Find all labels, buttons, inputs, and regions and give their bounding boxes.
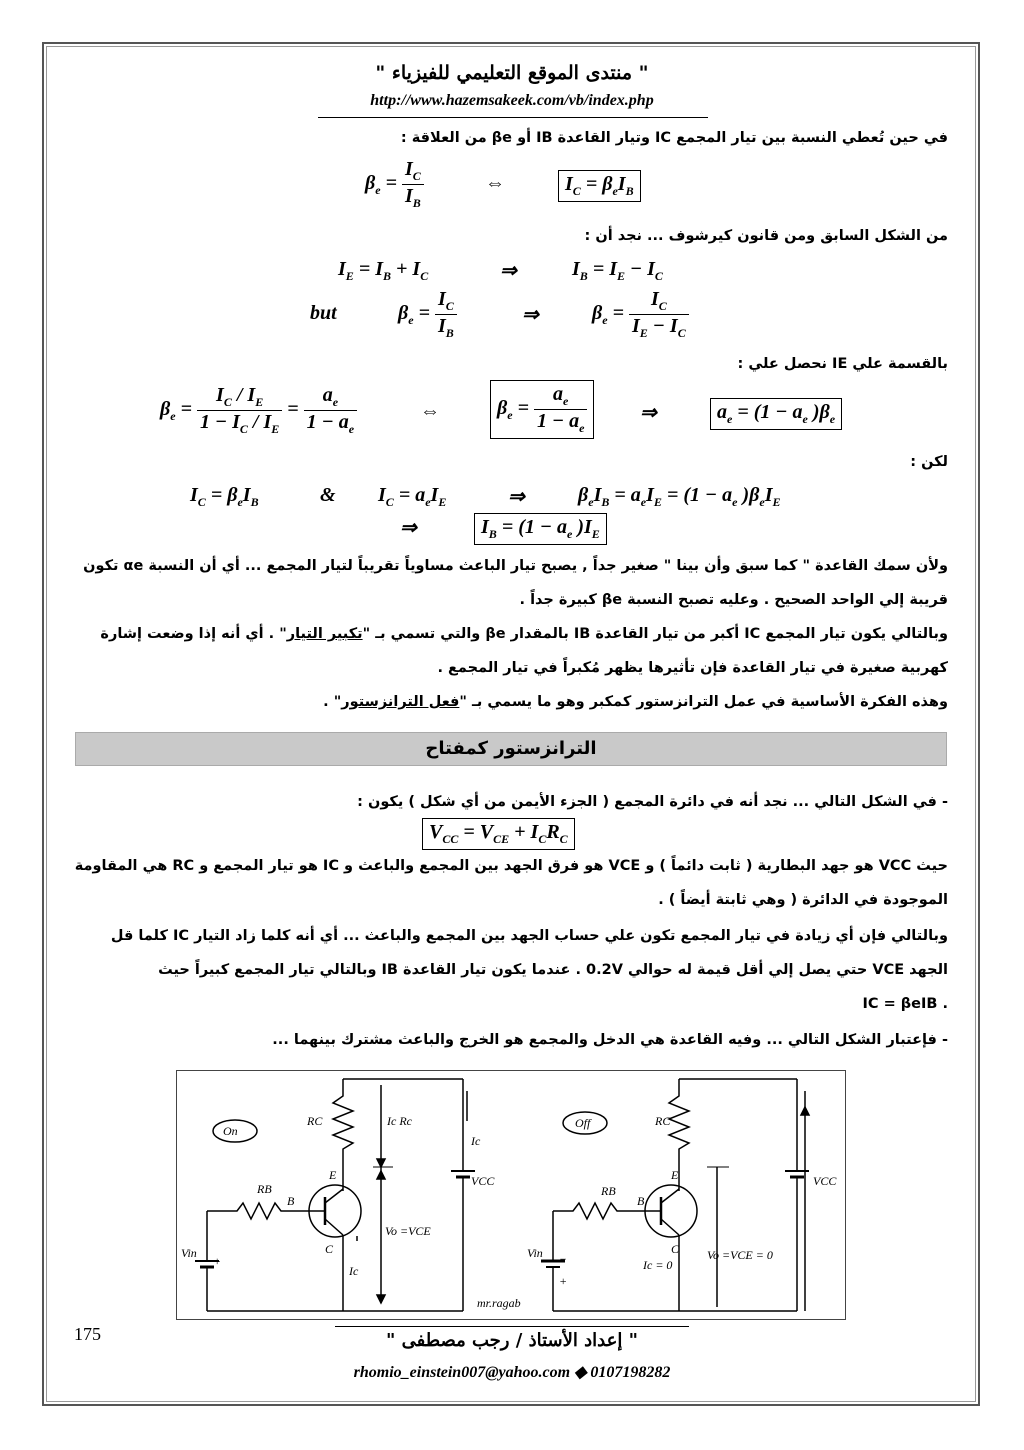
header-url[interactable]: http://www.hazemsakeek.com/vb/index.php: [370, 92, 654, 109]
header-title: " منتدى الموقع التعليمي للفيزياء ": [375, 62, 649, 84]
equation-beta-definition: $\beta_e$ = $\frac{I_C}{I_B}$: [365, 158, 424, 211]
icrc-label: Ic Rc: [387, 1114, 412, 1128]
paragraph-definitions: حيث VCC هو جهد البطارية ( ثابت دائماً ) و VCE هو فرق الجهد بين المجمع والباعث و IC هو تيار المجمع و RC هي المقاومة: [74, 858, 948, 874]
rb-resistor-off: [553, 1203, 633, 1219]
plus-label-off: +: [559, 1274, 568, 1288]
equation-ic-beta: $I_C = \beta_eI_B$: [190, 484, 259, 509]
b-label-on: B: [287, 1194, 295, 1208]
paragraph-saturation-eq: . IC = βeIB: [862, 996, 948, 1012]
paragraph-kirchhoff: من الشكل السابق ومن قانون كيرشوف ... نجد أن :: [584, 228, 948, 244]
circuit-diagram: [177, 1071, 845, 1319]
implies-symbol: ⇒: [500, 260, 517, 282]
header-divider: [318, 117, 708, 118]
footer-divider: [335, 1326, 689, 1327]
paragraph-base-thickness: ولأن سمك القاعدة " كما سبق وأن بينا " صغير جداً , يصبح تيار الباعث مساوياً تقريباً لتيار المجمع ... أي أن النسبة αe تكون: [83, 558, 948, 574]
paragraph-but: لكن :: [910, 454, 948, 470]
term-current-amplification: تكبير التيار: [286, 626, 363, 642]
b-label-off: B: [637, 1194, 645, 1208]
rb-label-on: RB: [257, 1182, 272, 1196]
credit-label: mr.ragab: [477, 1296, 521, 1310]
footer-contact: rhomio_einstein007@yahoo.com ◆ 0107198282: [353, 1364, 671, 1381]
equation-ic-alpha: $I_C = a_eI_E$: [378, 484, 447, 509]
implies-symbol: ⇒: [522, 304, 539, 326]
c-label-on: C: [325, 1242, 334, 1256]
rb-resistor-on: [207, 1203, 297, 1219]
vin-label-on: Vin: [181, 1246, 197, 1260]
implies-symbol: ⇒: [400, 517, 417, 539]
paragraph-saturation: الجهد VCE حتي يصل إلي أقل قيمة له حوالي 0.2V . عندما يكون تيار القاعدة IB وبالتالي تيار المجمع كبيراً حيث: [158, 962, 948, 978]
off-label: Off: [575, 1116, 591, 1130]
rb-label-off: RB: [601, 1184, 616, 1198]
ic-zero-label: Ic = 0: [643, 1258, 673, 1272]
ic-label-bottom: Ic: [349, 1264, 359, 1278]
equivalence-symbol: ⇔: [485, 172, 505, 194]
term-transistor-action: فعل الترانزستور: [341, 694, 460, 710]
equation-alpha-boxed: $a_e = (1 - a_e$ )$\beta_e$: [710, 398, 842, 430]
footer-author: " إعداد الأستاذ / رجب مصطفى ": [385, 1330, 639, 1351]
vo-label-on: Vo =VCE: [385, 1224, 431, 1238]
minus-label-off: −: [559, 1252, 568, 1266]
equation-vcc-boxed: $V_{CC} = V_{CE} + I_CR_C$: [422, 818, 575, 850]
plus-label-on: +: [213, 1254, 222, 1268]
paragraph-common-emitter: - فإعتبار الشكل التالي ... وفيه القاعدة هي الدخل والمجمع هو الخرج والباعث مشترك بينهما ...: [272, 1032, 948, 1048]
equation-beta-alpha: $\beta_e$ = $\frac{I_C / I_E}{1 - I_C / I_E}$ = $\frac{a_e}{1 - a_e}$: [160, 384, 357, 437]
vcc-label-on: VCC: [471, 1174, 495, 1188]
circuit-figure: [176, 1070, 846, 1320]
ampersand: &: [320, 484, 336, 506]
equation-ib: $I_B = I_E - I_C$: [572, 258, 663, 283]
equation-kirchhoff: $I_E = I_B + I_C$: [338, 258, 429, 283]
page-number: 175: [74, 1324, 101, 1344]
vcc-label-off: VCC: [813, 1174, 837, 1188]
equation-beta-alpha-boxed: $\beta_e$ = $\frac{a_e}{1 - a_e}$: [490, 380, 594, 439]
e-label-off: E: [671, 1168, 679, 1182]
equation-beta-ratio: $\beta_e$ = $\frac{I_C}{I_B}$: [398, 288, 457, 341]
equation-combined: $\beta_eI_B = a_eI_E = (1 - a_e$ )$\beta_eI_E$: [578, 484, 781, 509]
but-label: but: [310, 302, 337, 324]
c-label-off: C: [671, 1242, 680, 1256]
paragraph-voltage-drop: وبالتالي فإن أي زيادة في تيار المجمع تكون علي حساب الجهد بين المجمع والباعث ... أي أنه كلما زاد التيار IC كلما قل: [110, 928, 948, 944]
paragraph-divide: بالقسمة علي IE نحصل علي :: [737, 356, 948, 372]
equivalence-symbol: ⇔: [420, 400, 440, 422]
implies-symbol: ⇒: [508, 486, 525, 508]
paragraph-collector-circuit: - في الشكل التالي ... نجد أنه في دائرة المجمع ( الجزء الأيمن من أي شكل ) يكون :: [357, 794, 948, 810]
rc-label-on: RC: [307, 1114, 323, 1128]
equation-beta-substituted: $\beta_e$ = $\frac{I_C}{I_E - I_C}$: [592, 288, 689, 341]
paragraph-constant-resistance: الموجودة في الدائرة ( وهي ثابتة أيضاً ) .: [658, 892, 948, 908]
paragraph-amplified-signal: كهربية صغيرة في تيار القاعدة فإن تأثيرها يظهر مُكبراً في تيار المجمع .: [437, 660, 948, 676]
vin-label-off: Vin: [527, 1246, 543, 1260]
rc-label-off: RC: [655, 1114, 671, 1128]
implies-symbol: ⇒: [640, 402, 657, 424]
paragraph-current-gain: وبالتالي يكون تيار المجمع IC أكبر من تيار القاعدة IB بالمقدار βe والتي تسمي بـ "تكبير التيار" . أي أنه إذا وضعت إشارة: [100, 626, 948, 642]
on-label: On: [223, 1124, 238, 1138]
equation-ic-boxed: $I_C = \beta_eI_B$: [558, 170, 641, 202]
equation-ib-boxed: $I_B = (1 - a_e$ )$I_E$: [474, 513, 607, 545]
ic-label-top: Ic: [471, 1134, 481, 1148]
paragraph-transistor-action: وهذه الفكرة الأساسية في عمل الترانزستور كمكبر وهو ما يسمي بـ "فعل الترانزستور" .: [323, 694, 948, 710]
e-label-on: E: [329, 1168, 337, 1182]
paragraph-ratio-large: قريبة إلي الواحد الصحيح . وعليه تصبح النسبة βe كبيرة جداً .: [519, 592, 948, 608]
paragraph-ratio-intro: في حين تُعطي النسبة بين تيار المجمع IC وتيار القاعدة IB أو βe من العلاقة :: [400, 130, 948, 146]
vo-label-off: Vo =VCE = 0: [707, 1248, 773, 1262]
section-heading-switch: الترانزستور كمفتاح: [75, 732, 947, 766]
